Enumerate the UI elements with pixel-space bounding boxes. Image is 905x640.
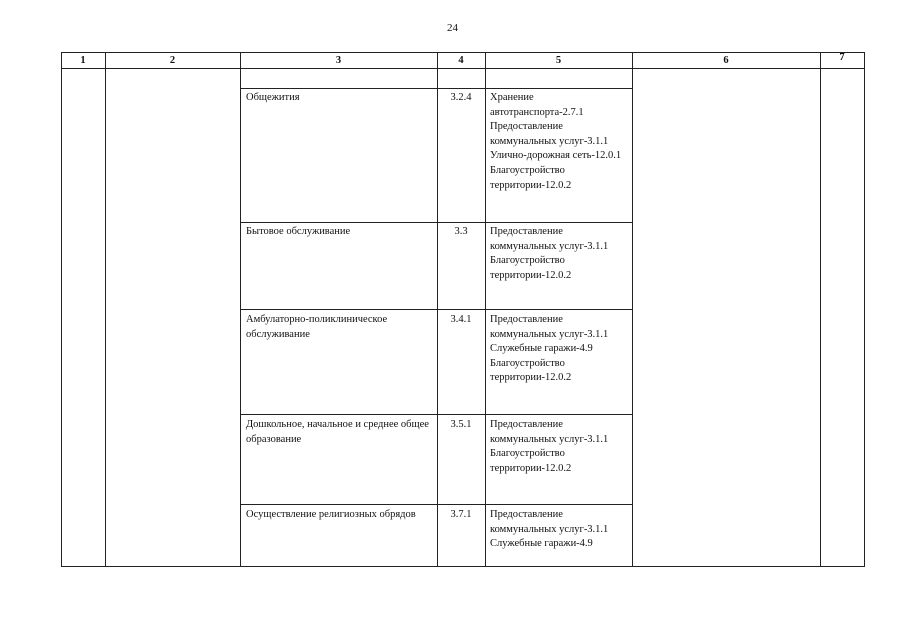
row-divider bbox=[240, 414, 632, 415]
header-col-6: 6 bbox=[723, 55, 729, 66]
table-row-use: Дошкольное, начальное и среднее общее образование bbox=[246, 419, 429, 445]
row-divider bbox=[240, 222, 632, 223]
table-row-code: 3.7.1 bbox=[450, 509, 472, 520]
header-col-7: 7 bbox=[839, 52, 845, 63]
table-left-border bbox=[61, 52, 62, 566]
header-col-2: 2 bbox=[169, 55, 176, 66]
header-col-1: 1 bbox=[80, 55, 86, 66]
table-row-related: Хранение автотранспорта-2.7.1 Предоставление коммунальных услуг-3.1.1 Улично-дорожная сеть-12.0.1 Благоустройство территории-12.0.2 bbox=[490, 92, 622, 191]
table-row-code: 3.2.4 bbox=[450, 92, 472, 103]
land-use-table bbox=[61, 52, 865, 567]
row-divider bbox=[240, 88, 632, 89]
col-divider bbox=[437, 52, 438, 566]
table-bottom-border bbox=[61, 566, 865, 567]
table-row-related: Предоставление коммунальных услуг-3.1.1 Служебные гаражи-4.9 bbox=[490, 509, 609, 550]
header-col-5: 5 bbox=[555, 55, 562, 66]
table-row-related: Предоставление коммунальных услуг-3.1.1 Благоустройство территории-12.0.2 bbox=[490, 419, 609, 474]
table-row-use: Бытовое обслуживание bbox=[246, 226, 351, 237]
table-right-border bbox=[864, 52, 865, 566]
table-row-use: Осуществление религиозных обрядов bbox=[246, 509, 416, 520]
table-top-border bbox=[61, 52, 865, 53]
table-row-code: 3.4.1 bbox=[450, 314, 472, 325]
table-row-code: 3.5.1 bbox=[450, 419, 472, 430]
header-col-4: 4 bbox=[458, 55, 464, 66]
table-row-use: Амбулаторно-поликлиническое обслуживание bbox=[246, 314, 388, 340]
row-divider bbox=[240, 309, 632, 310]
col-divider bbox=[820, 52, 821, 566]
page-number: 24 bbox=[447, 22, 458, 34]
header-col-3: 3 bbox=[335, 55, 342, 66]
row-divider bbox=[240, 504, 632, 505]
col-divider bbox=[485, 52, 486, 566]
col-divider bbox=[240, 52, 241, 566]
table-row-related: Предоставление коммунальных услуг-3.1.1 Служебные гаражи-4.9 Благоустройство территории-12.0.2 bbox=[490, 314, 609, 384]
table-row-use: Общежития bbox=[246, 92, 300, 103]
col-divider bbox=[105, 52, 106, 566]
header-bottom-border bbox=[61, 68, 865, 69]
col-divider bbox=[632, 52, 633, 566]
table-row-related: Предоставление коммунальных услуг-3.1.1 Благоустройство территории-12.0.2 bbox=[490, 226, 609, 281]
table-row-code: 3.3 bbox=[454, 226, 468, 237]
